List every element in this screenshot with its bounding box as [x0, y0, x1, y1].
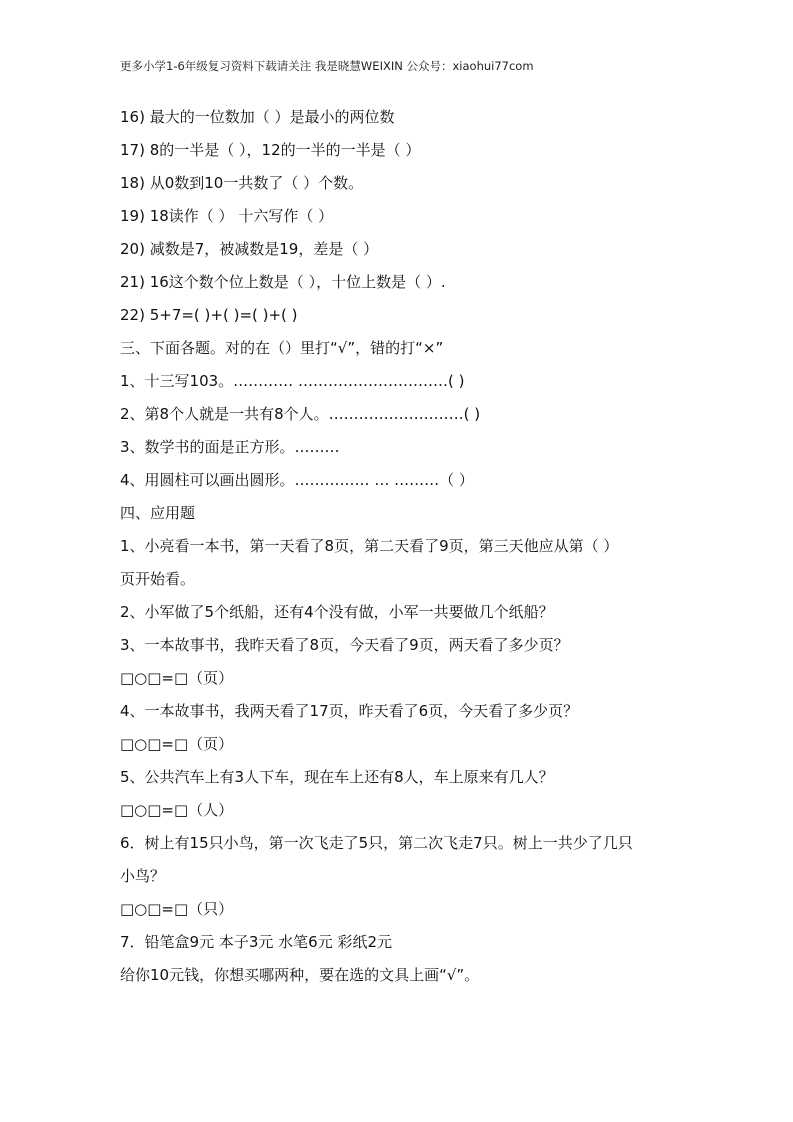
question-22: 22) 5+7=( )+( )=( )+( ) [120, 306, 298, 324]
word-problem-3: 3、一本故事书，我昨天看了8页，今天看了9页，两天看了多少页？ [120, 636, 569, 654]
question-18: 18) 从0数到10一共数了（ ）个数。 [120, 174, 364, 192]
answer-template-4: □○□=□（页） [120, 735, 234, 753]
word-problem-7: 7．铅笔盒9元 本子3元 水笔6元 彩纸2元 [120, 933, 393, 951]
word-problem-7-instruction: 给你10元钱，你想买哪两种，要在选的文具上画“√”。 [120, 966, 480, 984]
section-four-heading: 四、应用题 [120, 504, 196, 522]
word-problem-1: 1、小亮看一本书，第一天看了8页，第二天看了9页，第三天他应从第（ ） [120, 537, 619, 555]
judge-item-3: 3、数学书的面是正方形。……… [120, 438, 340, 456]
question-19: 19) 18读作（ ） 十六写作（ ） [120, 207, 334, 225]
answer-template-5: □○□=□（人） [120, 801, 234, 819]
word-problem-2: 2、小军做了5个纸船，还有4个没有做，小军一共要做几个纸船？ [120, 603, 554, 621]
word-problem-1-continued: 页开始看。 [120, 570, 196, 588]
word-problem-6: 6．树上有15只小鸟，第一次飞走了5只，第二次飞走7只。树上一共少了几只 [120, 834, 633, 852]
question-16: 16) 最大的一位数加（ ）是最小的两位数 [120, 108, 395, 126]
judge-item-1: 1、十三写103。………… …………………………( ) [120, 372, 465, 390]
document-body [120, 103, 690, 994]
question-21: 21) 16这个数个位上数是（ ），十位上数是（ ）. [120, 273, 446, 291]
question-17: 17) 8的一半是（ ），12的一半的一半是（ ） [120, 141, 421, 159]
answer-template-3: □○□=□（页） [120, 669, 234, 687]
word-problem-5: 5、公共汽车上有3人下车，现在车上还有8人，车上原来有几人？ [120, 768, 554, 786]
word-problem-4: 4、一本故事书，我两天看了17页，昨天看了6页，今天看了多少页？ [120, 702, 579, 720]
answer-template-6: □○□=□（只） [120, 900, 234, 918]
judge-item-2: 2、第8个人就是一共有8个人。………………………( ) [120, 405, 481, 423]
page-header: 更多小学1-6年级复习资料下载请关注 我是晓慧WEIXIN 公众号：xiaohui77com [120, 59, 534, 73]
question-20: 20) 减数是7，被减数是19，差是（ ） [120, 240, 379, 258]
word-problem-6-continued: 小鸟？ [120, 867, 166, 885]
section-three-heading: 三、下面各题。对的在（）里打“√”，错的打“×” [120, 339, 444, 357]
judge-item-4: 4、用圆柱可以画出圆形。…………… … ………（ ） [120, 471, 474, 489]
